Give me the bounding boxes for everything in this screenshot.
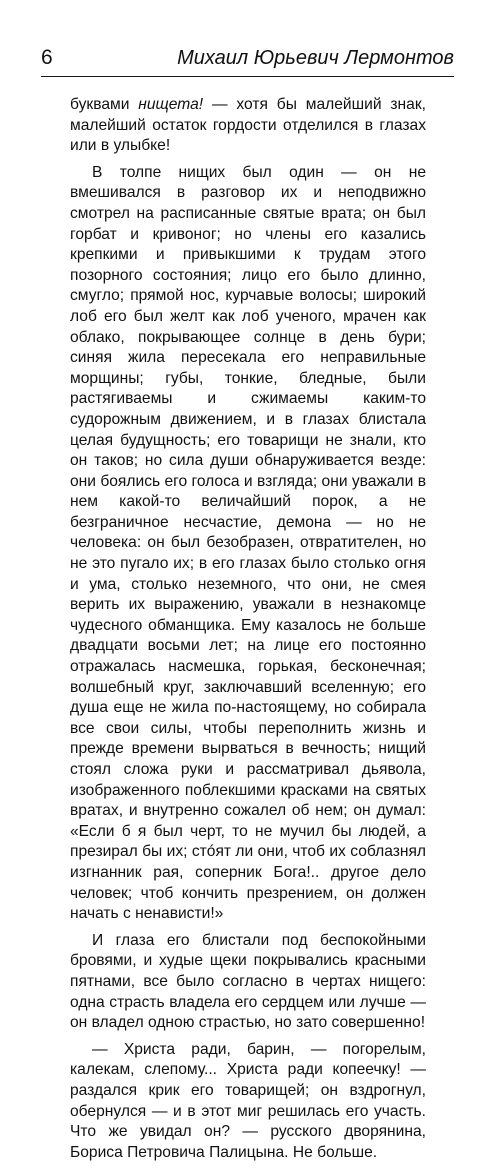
paragraph-1	[70, 95, 426, 157]
page-header	[41, 42, 454, 77]
running-title: Михаил Юрьевич Лермонтов	[177, 47, 454, 69]
page-number: 6	[41, 46, 53, 69]
paragraph-1-end: — хотя бы малейший знак, малейший остаток гордости отделился в глазах или в улыбке!	[70, 96, 426, 155]
emphasis-word: нищета!	[138, 96, 204, 113]
paragraph-1-start: буквами	[70, 96, 139, 113]
paragraph-2: В толпе нищих был один — он не вмешивался в разговор их и неподвижно смотрел на расписанные святые врата; он был горбат и кривоног; но члены его казались крепкими и привыкшими к трудам этого позорного состояния; лицо его было длинно, смугло; прямой нос, курчавые волосы; широкий лоб его был желт как лоб ученого, мрачен как облако, покрывающее солнце в день бури; синяя жила пересекала его неправильные морщины; губы, тонкие, бледные, были растягиваемы и сжимаемы каким-то судорожным движением, и в глазах блистала целая будущность; его товарищи не знали, кто он таков; но сила души обнаруживается везде: они боялись его голоса и взгляда; они уважали в нем какой-то величайший порок, а не безграничное несчастие, демона — но не человека: он был безобразен, отвратителен, но не это пугало их; в его глазах было столько огня и ума, столько неземного, что они, не смея верить их выражению, уважали в незнакомце чудесного обманщика. Ему казалось не больше двадцати восьми лет; на лице его постоянно отражалась насмешка, горькая, бесконечная; волшебный круг, заключавший вселенную; его душа еще не жила по-настоящему, но собирала все свои силы, чтобы переполнить жизнь и прежде времени вырваться в вечность; нищий стоял сложа руки и рассматривал дьявола, изображенного поблекшими красками на святых вратах, и внутренно сожалел об нем; он думал: «Если б я был черт, то не мучил бы людей, а презирал бы их; стóят ли они, чтоб их соблазнял изгнанник рая, соперник Бога!.. другое дело человек; чтоб кончить презрением, он должен начать с ненависти!»	[70, 163, 426, 923]
paragraph-3: И глаза его блистали под беспокойными бровями, и худые щеки покрывались красными пятнами, все было согласно в чертах нищего: одна страсть владела его сердцем или лучше — он владел одною страстью, но зато совершенно!	[70, 931, 426, 1032]
paragraph-4: — Христа ради, барин, — погорелым, калекам, слепому... Христа ради копеечку! — раздался крик его товарищей; он вздрогнул, обернулся — и в этот миг решилась его участь. Что же увидал он? — русского дворянина, Бориса Петровича Палицына. Не больше.	[70, 1040, 426, 1161]
page-body	[70, 95, 426, 1169]
